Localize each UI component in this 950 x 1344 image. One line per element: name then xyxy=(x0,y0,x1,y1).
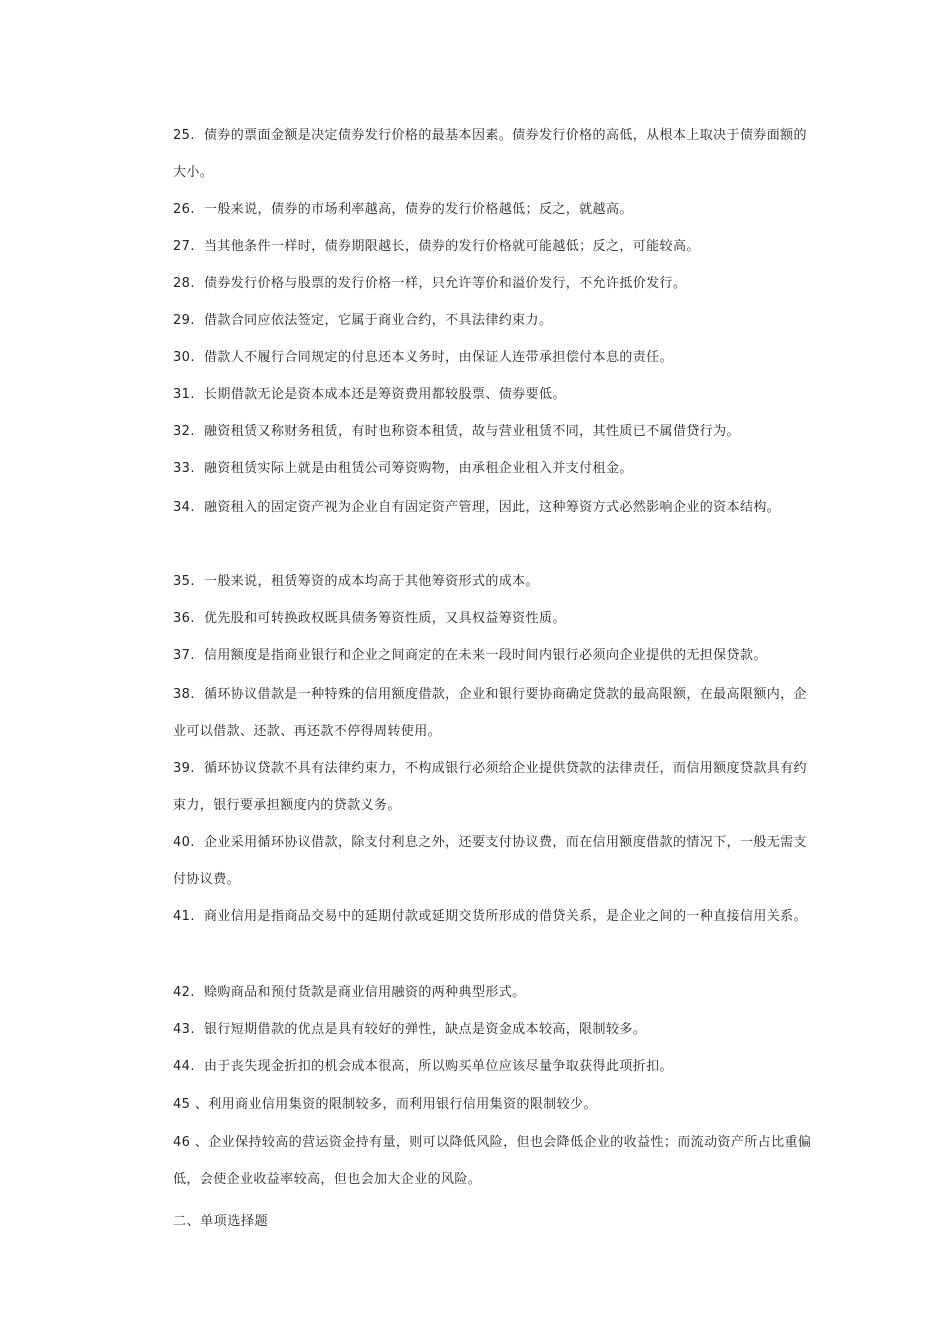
statement-40: 40. 企业采用循环协议借款，除支付利息之外，还要支付协议费，而在信用额度借款的情况下，一般无需支付协议费。 xyxy=(173,835,807,887)
statement-26: 26. 一般来说，债券的市场利率越高，债券的发行价格越低；反之，就越高。 xyxy=(173,202,633,217)
statement-39: 39. 循环协议贷款不具有法律约束力，不构成银行必须给企业提供贷款的法律责任，而信用额度贷款具有约束力，银行要承担额度内的贷款义务。 xyxy=(173,761,807,813)
statement-42: 42. 赊购商品和预付货款是商业信用融资的两种典型形式。 xyxy=(173,985,526,1000)
statement-29: 29. 借款合同应依法签定，它属于商业合约，不具法律约束力。 xyxy=(173,313,553,328)
statement-46: 46 、企业保持较高的营运资金持有量，则可以降低风险，但也会降低企业的收益性；而流动资产所占比重偏低，会使企业收益率较高，但也会加大企业的风险。 xyxy=(173,1135,812,1187)
statement-44: 44. 由于丧失现金折扣的机会成本很高，所以购买单位应该尽量争取获得此项折扣。 xyxy=(173,1059,673,1074)
statement-25: 25. 债券的票面金额是决定债券发行价格的最基本因素。债券发行价格的高低，从根本上取决于债券面额的大小。 xyxy=(173,128,807,180)
statement-28: 28. 债券发行价格与股票的发行价格一样，只允许等价和溢价发行，不允许抵价发行。 xyxy=(173,276,687,291)
statement-45: 45 、利用商业信用集资的限制较多，而利用银行信用集资的限制较少。 xyxy=(173,1097,597,1112)
statement-33: 33. 融资租赁实际上就是由租赁公司筹资购物，由承租企业租入并支付租金。 xyxy=(173,461,633,476)
statement-32: 32. 融资租赁又称财务租赁，有时也称资本租赁，故与营业租赁不同，其性质已不属借贷行为。 xyxy=(173,424,740,439)
statement-34: 34. 融资租入的固定资产视为企业自有固定资产管理，因此，这种筹资方式必然影响企业的资本结构。 xyxy=(173,500,781,515)
statement-35: 35. 一般来说，租赁筹资的成本均高于其他筹资形式的成本。 xyxy=(173,574,539,589)
statement-31: 31. 长期借款无论是资本成本还是筹资费用都较股票、债券要低。 xyxy=(173,387,566,402)
statement-41: 41. 商业信用是指商品交易中的延期付款或延期交货所形成的借贷关系，是企业之间的一种直接信用关系。 xyxy=(173,909,807,924)
statement-38: 38. 循环协议借款是一种特殊的信用额度借款，企业和银行要协商确定贷款的最高限额，在最高限额内，企业可以借款、还款、再还款不停得周转使用。 xyxy=(173,687,807,739)
statement-43: 43. 银行短期借款的优点是具有较好的弹性，缺点是资金成本较高，限制较多。 xyxy=(173,1022,647,1037)
statement-30: 30. 借款人不履行合同规定的付息还本义务时，由保证人连带承担偿付本息的责任。 xyxy=(173,350,673,365)
section-heading: 二、单项选择题 xyxy=(173,1214,269,1229)
statement-27: 27. 当其他条件一样时，债券期限越长，债券的发行价格就可能越低；反之，可能较高。 xyxy=(173,239,700,254)
statement-36: 36. 优先股和可转换政权既具债务筹资性质，又具权益筹资性质。 xyxy=(173,611,566,626)
statement-37: 37. 信用额度是指商业银行和企业之间商定的在未来一段时间内银行必须向企业提供的无担保贷款。 xyxy=(173,648,767,663)
